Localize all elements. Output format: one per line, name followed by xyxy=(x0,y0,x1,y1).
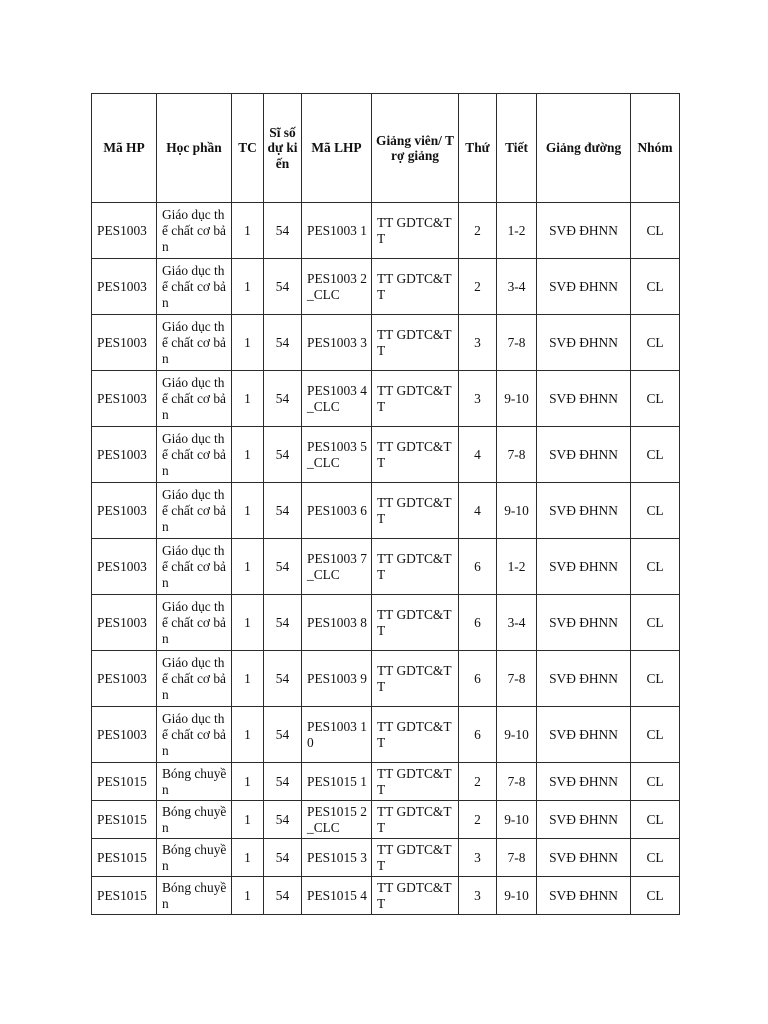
cell-giang-vien: TT GDTC&TT xyxy=(372,839,459,877)
cell-hoc-phan: Giáo dục thể chất cơ bản xyxy=(157,539,232,595)
cell-ma-hp: PES1003 xyxy=(92,259,157,315)
cell-tiet: 9-10 xyxy=(497,483,537,539)
cell-ma-hp: PES1003 xyxy=(92,371,157,427)
cell-hoc-phan: Bóng chuyền xyxy=(157,877,232,915)
cell-thu: 2 xyxy=(459,259,497,315)
header-tiet: Tiết xyxy=(497,94,537,203)
cell-thu: 6 xyxy=(459,539,497,595)
table-row xyxy=(92,763,680,801)
table-row xyxy=(92,877,680,915)
cell-tc: 1 xyxy=(232,877,264,915)
cell-tiet: 3-4 xyxy=(497,259,537,315)
cell-giang-duong: SVĐ ĐHNN xyxy=(537,483,631,539)
cell-ma-lhp: PES1003 8 xyxy=(302,595,372,651)
cell-tiet: 9-10 xyxy=(497,801,537,839)
cell-hoc-phan: Giáo dục thể chất cơ bản xyxy=(157,707,232,763)
cell-thu: 2 xyxy=(459,763,497,801)
cell-ma-hp: PES1015 xyxy=(92,839,157,877)
cell-hoc-phan: Giáo dục thể chất cơ bản xyxy=(157,427,232,483)
cell-tiet: 7-8 xyxy=(497,315,537,371)
table-row xyxy=(92,315,680,371)
cell-si-so: 54 xyxy=(264,707,302,763)
cell-giang-vien: TT GDTC&TT xyxy=(372,427,459,483)
cell-nhom: CL xyxy=(631,315,680,371)
cell-ma-hp: PES1003 xyxy=(92,203,157,259)
cell-nhom: CL xyxy=(631,595,680,651)
cell-tiet: 7-8 xyxy=(497,651,537,707)
cell-tiet: 7-8 xyxy=(497,763,537,801)
header-si-so: Sĩ số dự kiến xyxy=(264,94,302,203)
cell-ma-lhp: PES1015 2_CLC xyxy=(302,801,372,839)
cell-giang-duong: SVĐ ĐHNN xyxy=(537,707,631,763)
cell-tc: 1 xyxy=(232,801,264,839)
cell-ma-hp: PES1003 xyxy=(92,651,157,707)
course-schedule-table xyxy=(91,93,680,915)
cell-tiet: 1-2 xyxy=(497,203,537,259)
cell-ma-hp: PES1003 xyxy=(92,539,157,595)
cell-thu: 6 xyxy=(459,707,497,763)
cell-ma-hp: PES1015 xyxy=(92,801,157,839)
cell-hoc-phan: Bóng chuyền xyxy=(157,801,232,839)
cell-giang-duong: SVĐ ĐHNN xyxy=(537,315,631,371)
cell-giang-vien: TT GDTC&TT xyxy=(372,651,459,707)
cell-si-so: 54 xyxy=(264,315,302,371)
cell-giang-duong: SVĐ ĐHNN xyxy=(537,371,631,427)
cell-tc: 1 xyxy=(232,427,264,483)
cell-thu: 6 xyxy=(459,595,497,651)
cell-thu: 3 xyxy=(459,877,497,915)
cell-tc: 1 xyxy=(232,763,264,801)
cell-ma-hp: PES1003 xyxy=(92,595,157,651)
cell-tc: 1 xyxy=(232,651,264,707)
cell-giang-duong: SVĐ ĐHNN xyxy=(537,539,631,595)
cell-giang-duong: SVĐ ĐHNN xyxy=(537,259,631,315)
table-row xyxy=(92,839,680,877)
cell-giang-vien: TT GDTC&TT xyxy=(372,801,459,839)
cell-giang-vien: TT GDTC&TT xyxy=(372,483,459,539)
cell-hoc-phan: Bóng chuyền xyxy=(157,839,232,877)
cell-tiet: 9-10 xyxy=(497,877,537,915)
header-giang-vien: Giảng viên/ Trợ giảng xyxy=(372,94,459,203)
cell-thu: 4 xyxy=(459,427,497,483)
cell-si-so: 54 xyxy=(264,651,302,707)
cell-tc: 1 xyxy=(232,315,264,371)
cell-ma-lhp: PES1003 3 xyxy=(302,315,372,371)
cell-si-so: 54 xyxy=(264,203,302,259)
cell-nhom: CL xyxy=(631,839,680,877)
cell-ma-lhp: PES1015 3 xyxy=(302,839,372,877)
cell-ma-lhp: PES1003 10 xyxy=(302,707,372,763)
cell-tiet: 7-8 xyxy=(497,427,537,483)
cell-hoc-phan: Giáo dục thể chất cơ bản xyxy=(157,651,232,707)
table-row xyxy=(92,801,680,839)
cell-ma-lhp: PES1003 9 xyxy=(302,651,372,707)
cell-thu: 3 xyxy=(459,371,497,427)
table-row xyxy=(92,539,680,595)
cell-ma-lhp: PES1015 1 xyxy=(302,763,372,801)
cell-hoc-phan: Giáo dục thể chất cơ bản xyxy=(157,203,232,259)
cell-tc: 1 xyxy=(232,595,264,651)
cell-nhom: CL xyxy=(631,427,680,483)
cell-hoc-phan: Giáo dục thể chất cơ bản xyxy=(157,371,232,427)
cell-ma-lhp: PES1003 2_CLC xyxy=(302,259,372,315)
cell-thu: 2 xyxy=(459,801,497,839)
cell-giang-duong: SVĐ ĐHNN xyxy=(537,427,631,483)
cell-ma-lhp: PES1003 6 xyxy=(302,483,372,539)
cell-giang-duong: SVĐ ĐHNN xyxy=(537,801,631,839)
table-row xyxy=(92,483,680,539)
cell-hoc-phan: Giáo dục thể chất cơ bản xyxy=(157,595,232,651)
cell-thu: 6 xyxy=(459,651,497,707)
cell-ma-hp: PES1003 xyxy=(92,315,157,371)
cell-tiet: 1-2 xyxy=(497,539,537,595)
header-ma-lhp: Mã LHP xyxy=(302,94,372,203)
table-row xyxy=(92,371,680,427)
cell-si-so: 54 xyxy=(264,877,302,915)
header-ma-hp: Mã HP xyxy=(92,94,157,203)
cell-ma-lhp: PES1003 5_CLC xyxy=(302,427,372,483)
header-thu: Thứ xyxy=(459,94,497,203)
cell-ma-lhp: PES1015 4 xyxy=(302,877,372,915)
cell-si-so: 54 xyxy=(264,539,302,595)
cell-giang-duong: SVĐ ĐHNN xyxy=(537,203,631,259)
cell-si-so: 54 xyxy=(264,801,302,839)
cell-giang-vien: TT GDTC&TT xyxy=(372,259,459,315)
cell-giang-vien: TT GDTC&TT xyxy=(372,595,459,651)
cell-giang-vien: TT GDTC&TT xyxy=(372,203,459,259)
cell-nhom: CL xyxy=(631,203,680,259)
cell-tiet: 9-10 xyxy=(497,707,537,763)
cell-thu: 3 xyxy=(459,315,497,371)
cell-si-so: 54 xyxy=(264,763,302,801)
cell-nhom: CL xyxy=(631,801,680,839)
cell-tiet: 3-4 xyxy=(497,595,537,651)
cell-tc: 1 xyxy=(232,839,264,877)
cell-ma-hp: PES1003 xyxy=(92,483,157,539)
header-giang-duong: Giảng đường xyxy=(537,94,631,203)
cell-giang-duong: SVĐ ĐHNN xyxy=(537,651,631,707)
table-row xyxy=(92,203,680,259)
cell-si-so: 54 xyxy=(264,595,302,651)
cell-tc: 1 xyxy=(232,203,264,259)
header-tc: TC xyxy=(232,94,264,203)
cell-giang-vien: TT GDTC&TT xyxy=(372,315,459,371)
cell-giang-vien: TT GDTC&TT xyxy=(372,707,459,763)
cell-giang-duong: SVĐ ĐHNN xyxy=(537,595,631,651)
cell-nhom: CL xyxy=(631,651,680,707)
cell-hoc-phan: Bóng chuyền xyxy=(157,763,232,801)
cell-tc: 1 xyxy=(232,707,264,763)
table-header-row xyxy=(92,94,680,203)
cell-tiet: 7-8 xyxy=(497,839,537,877)
cell-si-so: 54 xyxy=(264,427,302,483)
table-row xyxy=(92,259,680,315)
cell-nhom: CL xyxy=(631,877,680,915)
cell-si-so: 54 xyxy=(264,483,302,539)
table-row xyxy=(92,707,680,763)
cell-ma-hp: PES1015 xyxy=(92,763,157,801)
cell-ma-lhp: PES1003 7_CLC xyxy=(302,539,372,595)
cell-tc: 1 xyxy=(232,259,264,315)
cell-hoc-phan: Giáo dục thể chất cơ bản xyxy=(157,315,232,371)
cell-tc: 1 xyxy=(232,371,264,427)
cell-thu: 3 xyxy=(459,839,497,877)
cell-nhom: CL xyxy=(631,707,680,763)
cell-tc: 1 xyxy=(232,539,264,595)
cell-giang-duong: SVĐ ĐHNN xyxy=(537,839,631,877)
cell-giang-duong: SVĐ ĐHNN xyxy=(537,877,631,915)
cell-nhom: CL xyxy=(631,259,680,315)
table-row xyxy=(92,651,680,707)
cell-nhom: CL xyxy=(631,483,680,539)
cell-hoc-phan: Giáo dục thể chất cơ bản xyxy=(157,483,232,539)
cell-tc: 1 xyxy=(232,483,264,539)
cell-thu: 2 xyxy=(459,203,497,259)
header-nhom: Nhóm xyxy=(631,94,680,203)
cell-giang-vien: TT GDTC&TT xyxy=(372,763,459,801)
cell-ma-lhp: PES1003 4_CLC xyxy=(302,371,372,427)
cell-nhom: CL xyxy=(631,763,680,801)
cell-giang-vien: TT GDTC&TT xyxy=(372,877,459,915)
cell-tiet: 9-10 xyxy=(497,371,537,427)
cell-giang-vien: TT GDTC&TT xyxy=(372,371,459,427)
cell-ma-lhp: PES1003 1 xyxy=(302,203,372,259)
cell-giang-vien: TT GDTC&TT xyxy=(372,539,459,595)
cell-ma-hp: PES1015 xyxy=(92,877,157,915)
cell-ma-hp: PES1003 xyxy=(92,707,157,763)
cell-hoc-phan: Giáo dục thể chất cơ bản xyxy=(157,259,232,315)
cell-giang-duong: SVĐ ĐHNN xyxy=(537,763,631,801)
cell-nhom: CL xyxy=(631,539,680,595)
cell-si-so: 54 xyxy=(264,259,302,315)
cell-ma-hp: PES1003 xyxy=(92,427,157,483)
cell-nhom: CL xyxy=(631,371,680,427)
table-row xyxy=(92,427,680,483)
table-row xyxy=(92,595,680,651)
cell-si-so: 54 xyxy=(264,371,302,427)
header-hoc-phan: Học phần xyxy=(157,94,232,203)
cell-si-so: 54 xyxy=(264,839,302,877)
cell-thu: 4 xyxy=(459,483,497,539)
